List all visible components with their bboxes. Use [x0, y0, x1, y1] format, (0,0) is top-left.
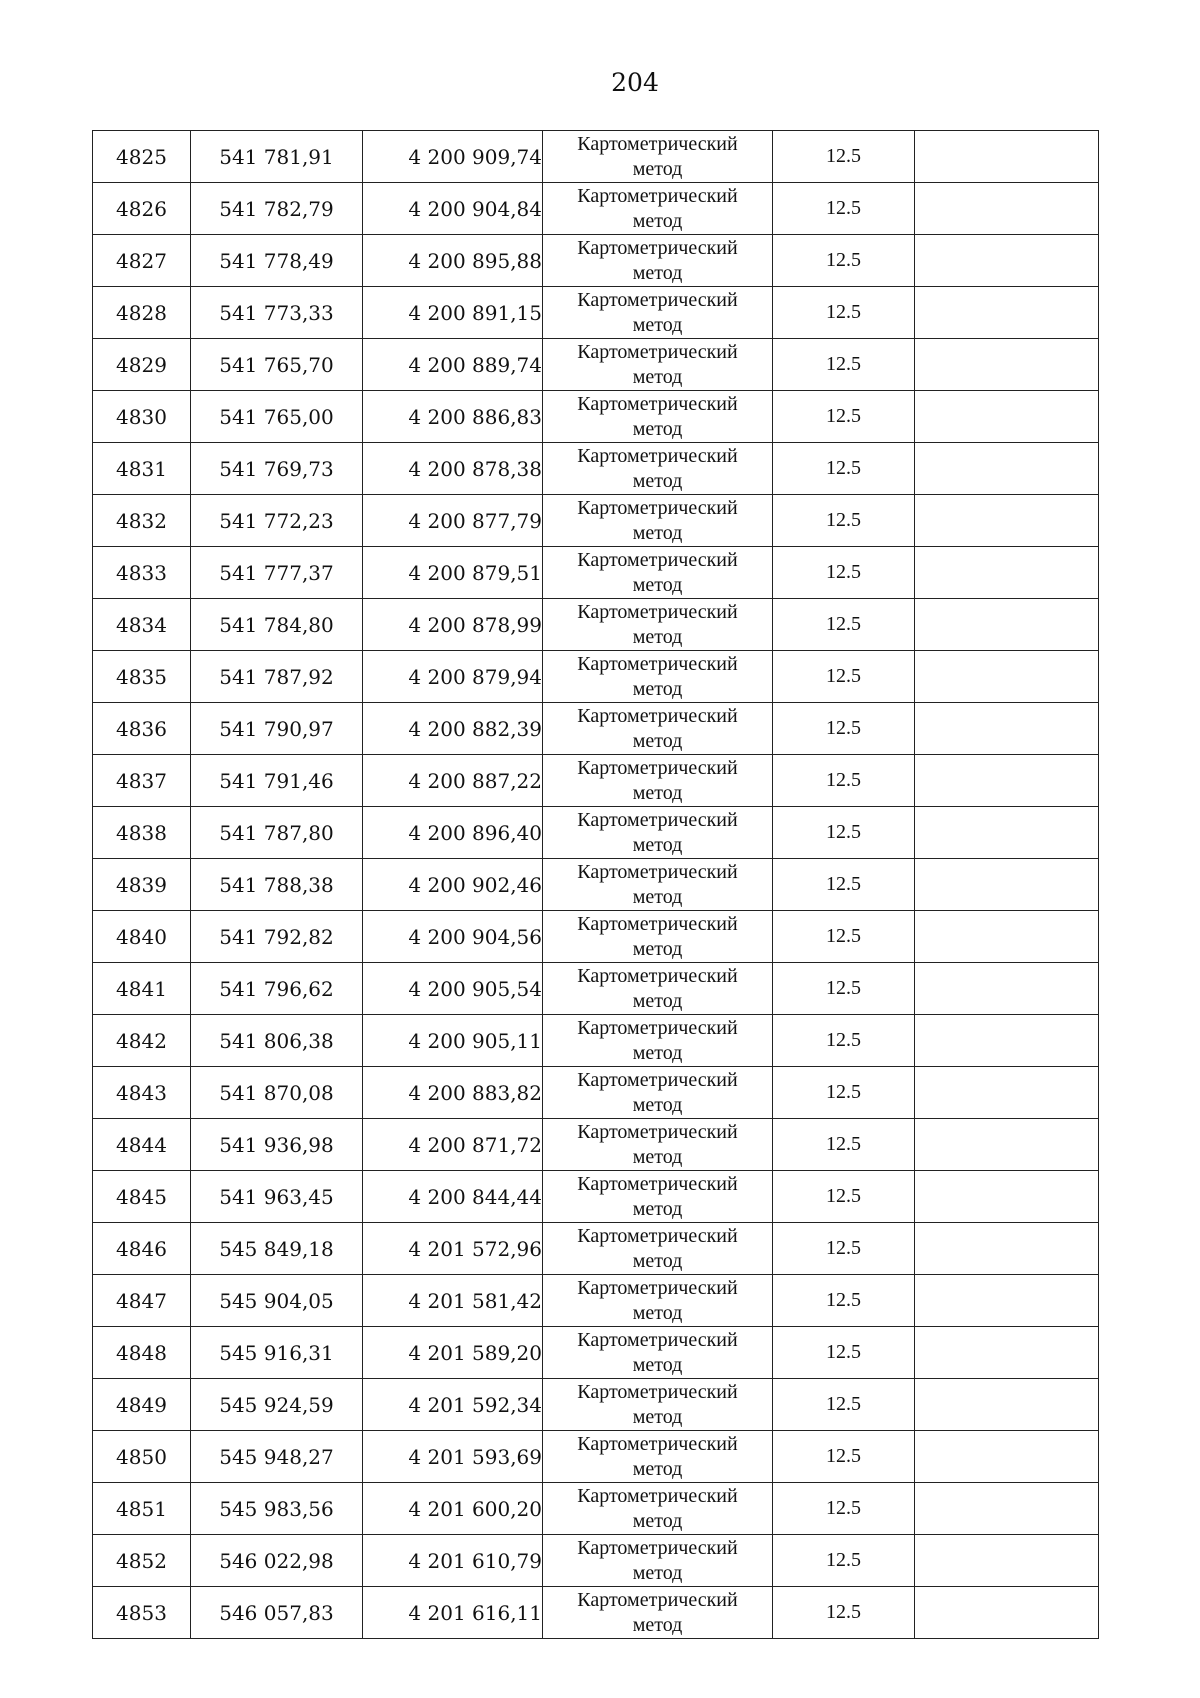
y-coordinate-cell: 4 201 572,96: [363, 1223, 543, 1275]
method-label-line2: метод: [632, 1197, 683, 1220]
note-cell: [915, 1015, 1099, 1067]
y-coordinate-cell: 4 200 879,94: [363, 651, 543, 703]
note-cell: [915, 599, 1099, 651]
x-coordinate-cell: 541 787,92: [191, 651, 363, 703]
method-cell: [543, 547, 773, 599]
method-label-line1: Картометрический: [577, 1432, 738, 1455]
accuracy-cell: 12.5: [773, 859, 915, 911]
method-cell: [543, 1275, 773, 1327]
x-coordinate-cell: 541 790,97: [191, 703, 363, 755]
y-coordinate-cell: 4 200 905,11: [363, 1015, 543, 1067]
method-label-line1: Картометрический: [577, 444, 738, 467]
method-label-line1: Картометрический: [577, 1588, 738, 1611]
point-number-cell: 4853: [93, 1587, 191, 1639]
y-coordinate-cell: 4 200 887,22: [363, 755, 543, 807]
point-number-cell: 4826: [93, 183, 191, 235]
method-cell: [543, 287, 773, 339]
point-number-cell: 4841: [93, 963, 191, 1015]
table-row: [93, 1431, 1099, 1483]
note-cell: [915, 1171, 1099, 1223]
accuracy-cell: 12.5: [773, 1535, 915, 1587]
method-cell: [543, 1483, 773, 1535]
point-number-cell: 4847: [93, 1275, 191, 1327]
x-coordinate-cell: 546 057,83: [191, 1587, 363, 1639]
method-label-line1: Картометрический: [577, 288, 738, 311]
y-coordinate-cell: 4 200 889,74: [363, 339, 543, 391]
note-cell: [915, 1223, 1099, 1275]
table-row: [93, 495, 1099, 547]
table-row: [93, 547, 1099, 599]
point-number-cell: 4840: [93, 911, 191, 963]
table-row: [93, 1015, 1099, 1067]
method-label-line2: метод: [632, 1041, 683, 1064]
point-number-cell: 4831: [93, 443, 191, 495]
method-label-line2: метод: [632, 937, 683, 960]
point-number-cell: 4850: [93, 1431, 191, 1483]
method-label-line1: Картометрический: [577, 860, 738, 883]
method-label-line2: метод: [632, 625, 683, 648]
table-row: [93, 339, 1099, 391]
accuracy-cell: 12.5: [773, 963, 915, 1015]
x-coordinate-cell: 541 806,38: [191, 1015, 363, 1067]
point-number-cell: 4845: [93, 1171, 191, 1223]
accuracy-cell: 12.5: [773, 807, 915, 859]
note-cell: [915, 703, 1099, 755]
x-coordinate-cell: 546 022,98: [191, 1535, 363, 1587]
note-cell: [915, 287, 1099, 339]
method-cell: [543, 807, 773, 859]
accuracy-cell: 12.5: [773, 1379, 915, 1431]
y-coordinate-cell: 4 200 882,39: [363, 703, 543, 755]
y-coordinate-cell: 4 200 909,74: [363, 131, 543, 183]
y-coordinate-cell: 4 200 878,38: [363, 443, 543, 495]
method-label-line1: Картометрический: [577, 600, 738, 623]
point-number-cell: 4852: [93, 1535, 191, 1587]
point-number-cell: 4825: [93, 131, 191, 183]
method-label-line2: метод: [632, 1405, 683, 1428]
accuracy-cell: 12.5: [773, 1327, 915, 1379]
method-label-line2: метод: [632, 1353, 683, 1376]
method-label-line1: Картометрический: [577, 808, 738, 831]
point-number-cell: 4835: [93, 651, 191, 703]
table-row: [93, 1171, 1099, 1223]
method-label-line1: Картометрический: [577, 1172, 738, 1195]
table-row: [93, 235, 1099, 287]
point-number-cell: 4849: [93, 1379, 191, 1431]
y-coordinate-cell: 4 200 871,72: [363, 1119, 543, 1171]
method-label-line1: Картометрический: [577, 1068, 738, 1091]
method-label-line1: Картометрический: [577, 912, 738, 935]
table-row: [93, 963, 1099, 1015]
y-coordinate-cell: 4 201 592,34: [363, 1379, 543, 1431]
table-row: [93, 1483, 1099, 1535]
note-cell: [915, 495, 1099, 547]
point-number-cell: 4832: [93, 495, 191, 547]
method-label-line2: метод: [632, 365, 683, 388]
accuracy-cell: 12.5: [773, 1275, 915, 1327]
table-row: [93, 1067, 1099, 1119]
table-row: [93, 131, 1099, 183]
x-coordinate-cell: 541 784,80: [191, 599, 363, 651]
y-coordinate-cell: 4 200 879,51: [363, 547, 543, 599]
x-coordinate-cell: 541 777,37: [191, 547, 363, 599]
page-number: 204: [611, 68, 659, 97]
method-cell: [543, 183, 773, 235]
method-label-line2: метод: [632, 1457, 683, 1480]
coordinates-table: [92, 130, 1099, 1639]
table-row: [93, 1327, 1099, 1379]
method-label-line1: Картометрический: [577, 1380, 738, 1403]
note-cell: [915, 1119, 1099, 1171]
accuracy-cell: 12.5: [773, 1171, 915, 1223]
table-row: [93, 703, 1099, 755]
y-coordinate-cell: 4 200 896,40: [363, 807, 543, 859]
x-coordinate-cell: 541 769,73: [191, 443, 363, 495]
method-label-line1: Картометрический: [577, 392, 738, 415]
note-cell: [915, 807, 1099, 859]
note-cell: [915, 1275, 1099, 1327]
point-number-cell: 4828: [93, 287, 191, 339]
note-cell: [915, 443, 1099, 495]
note-cell: [915, 1587, 1099, 1639]
method-label-line2: метод: [632, 677, 683, 700]
point-number-cell: 4846: [93, 1223, 191, 1275]
accuracy-cell: 12.5: [773, 391, 915, 443]
method-label-line1: Картометрический: [577, 756, 738, 779]
y-coordinate-cell: 4 200 895,88: [363, 235, 543, 287]
x-coordinate-cell: 545 849,18: [191, 1223, 363, 1275]
note-cell: [915, 963, 1099, 1015]
method-cell: [543, 1379, 773, 1431]
method-cell: [543, 339, 773, 391]
method-cell: [543, 599, 773, 651]
x-coordinate-cell: 541 870,08: [191, 1067, 363, 1119]
method-cell: [543, 131, 773, 183]
note-cell: [915, 339, 1099, 391]
point-number-cell: 4839: [93, 859, 191, 911]
method-label-line2: метод: [632, 989, 683, 1012]
table-row: [93, 183, 1099, 235]
note-cell: [915, 183, 1099, 235]
method-cell: [543, 859, 773, 911]
point-number-cell: 4838: [93, 807, 191, 859]
method-label-line1: Картометрический: [577, 964, 738, 987]
method-cell: [543, 1015, 773, 1067]
table-row: [93, 859, 1099, 911]
accuracy-cell: 12.5: [773, 235, 915, 287]
note-cell: [915, 651, 1099, 703]
method-cell: [543, 1327, 773, 1379]
accuracy-cell: 12.5: [773, 495, 915, 547]
table-row: [93, 1275, 1099, 1327]
method-cell: [543, 443, 773, 495]
method-label-line1: Картометрический: [577, 1328, 738, 1351]
method-cell: [543, 1535, 773, 1587]
method-label-line1: Картометрический: [577, 652, 738, 675]
method-label-line1: Картометрический: [577, 184, 738, 207]
point-number-cell: 4851: [93, 1483, 191, 1535]
table-body: [93, 131, 1099, 1639]
point-number-cell: 4848: [93, 1327, 191, 1379]
method-cell: [543, 703, 773, 755]
x-coordinate-cell: 545 904,05: [191, 1275, 363, 1327]
accuracy-cell: 12.5: [773, 443, 915, 495]
method-label-line2: метод: [632, 1561, 683, 1584]
x-coordinate-cell: 541 963,45: [191, 1171, 363, 1223]
method-cell: [543, 235, 773, 287]
note-cell: [915, 911, 1099, 963]
method-cell: [543, 651, 773, 703]
method-label-line2: метод: [632, 521, 683, 544]
point-number-cell: 4830: [93, 391, 191, 443]
note-cell: [915, 1379, 1099, 1431]
accuracy-cell: 12.5: [773, 183, 915, 235]
method-label-line1: Картометрический: [577, 548, 738, 571]
x-coordinate-cell: 545 916,31: [191, 1327, 363, 1379]
table-row: [93, 807, 1099, 859]
method-cell: [543, 1587, 773, 1639]
method-cell: [543, 495, 773, 547]
note-cell: [915, 1431, 1099, 1483]
method-cell: [543, 963, 773, 1015]
x-coordinate-cell: 545 983,56: [191, 1483, 363, 1535]
method-label-line1: Картометрический: [577, 132, 738, 155]
method-label-line1: Картометрический: [577, 704, 738, 727]
x-coordinate-cell: 541 778,49: [191, 235, 363, 287]
y-coordinate-cell: 4 201 616,11: [363, 1587, 543, 1639]
note-cell: [915, 391, 1099, 443]
method-cell: [543, 391, 773, 443]
y-coordinate-cell: 4 200 904,84: [363, 183, 543, 235]
method-label-line1: Картометрический: [577, 1120, 738, 1143]
x-coordinate-cell: 541 765,00: [191, 391, 363, 443]
point-number-cell: 4843: [93, 1067, 191, 1119]
accuracy-cell: 12.5: [773, 339, 915, 391]
x-coordinate-cell: 541 781,91: [191, 131, 363, 183]
accuracy-cell: 12.5: [773, 1223, 915, 1275]
y-coordinate-cell: 4 200 883,82: [363, 1067, 543, 1119]
y-coordinate-cell: 4 200 904,56: [363, 911, 543, 963]
table-row: [93, 911, 1099, 963]
x-coordinate-cell: 541 791,46: [191, 755, 363, 807]
method-label-line2: метод: [632, 209, 683, 232]
point-number-cell: 4833: [93, 547, 191, 599]
y-coordinate-cell: 4 200 877,79: [363, 495, 543, 547]
x-coordinate-cell: 541 765,70: [191, 339, 363, 391]
table-row: [93, 287, 1099, 339]
note-cell: [915, 755, 1099, 807]
method-cell: [543, 1171, 773, 1223]
note-cell: [915, 547, 1099, 599]
method-label-line2: метод: [632, 1145, 683, 1168]
x-coordinate-cell: 541 782,79: [191, 183, 363, 235]
x-coordinate-cell: 541 796,62: [191, 963, 363, 1015]
x-coordinate-cell: 541 936,98: [191, 1119, 363, 1171]
table-row: [93, 391, 1099, 443]
method-label-line1: Картометрический: [577, 1484, 738, 1507]
x-coordinate-cell: 541 788,38: [191, 859, 363, 911]
method-label-line2: метод: [632, 781, 683, 804]
method-label-line2: метод: [632, 1093, 683, 1116]
note-cell: [915, 859, 1099, 911]
note-cell: [915, 235, 1099, 287]
accuracy-cell: 12.5: [773, 1483, 915, 1535]
accuracy-cell: 12.5: [773, 131, 915, 183]
method-label-line2: метод: [632, 729, 683, 752]
method-cell: [543, 1223, 773, 1275]
method-label-line2: метод: [632, 261, 683, 284]
note-cell: [915, 131, 1099, 183]
y-coordinate-cell: 4 201 610,79: [363, 1535, 543, 1587]
y-coordinate-cell: 4 200 886,83: [363, 391, 543, 443]
y-coordinate-cell: 4 201 589,20: [363, 1327, 543, 1379]
method-label-line2: метод: [632, 469, 683, 492]
method-label-line2: метод: [632, 157, 683, 180]
method-label-line1: Картометрический: [577, 1536, 738, 1559]
table-row: [93, 1379, 1099, 1431]
method-label-line1: Картометрический: [577, 1016, 738, 1039]
method-cell: [543, 911, 773, 963]
method-cell: [543, 1119, 773, 1171]
accuracy-cell: 12.5: [773, 1431, 915, 1483]
y-coordinate-cell: 4 200 891,15: [363, 287, 543, 339]
point-number-cell: 4842: [93, 1015, 191, 1067]
accuracy-cell: 12.5: [773, 911, 915, 963]
table-row: [93, 1535, 1099, 1587]
method-label-line2: метод: [632, 573, 683, 596]
x-coordinate-cell: 541 787,80: [191, 807, 363, 859]
method-label-line1: Картометрический: [577, 236, 738, 259]
accuracy-cell: 12.5: [773, 1587, 915, 1639]
point-number-cell: 4844: [93, 1119, 191, 1171]
method-label-line1: Картометрический: [577, 1276, 738, 1299]
y-coordinate-cell: 4 200 902,46: [363, 859, 543, 911]
point-number-cell: 4829: [93, 339, 191, 391]
method-label-line2: метод: [632, 833, 683, 856]
x-coordinate-cell: 545 924,59: [191, 1379, 363, 1431]
table-row: [93, 755, 1099, 807]
note-cell: [915, 1483, 1099, 1535]
method-label-line1: Картометрический: [577, 340, 738, 363]
y-coordinate-cell: 4 200 844,44: [363, 1171, 543, 1223]
point-number-cell: 4837: [93, 755, 191, 807]
method-label-line2: метод: [632, 885, 683, 908]
table-row: [93, 651, 1099, 703]
accuracy-cell: 12.5: [773, 547, 915, 599]
y-coordinate-cell: 4 201 593,69: [363, 1431, 543, 1483]
method-label-line2: метод: [632, 1301, 683, 1324]
accuracy-cell: 12.5: [773, 755, 915, 807]
note-cell: [915, 1535, 1099, 1587]
x-coordinate-cell: 541 772,23: [191, 495, 363, 547]
x-coordinate-cell: 541 792,82: [191, 911, 363, 963]
method-label-line2: метод: [632, 313, 683, 336]
note-cell: [915, 1327, 1099, 1379]
x-coordinate-cell: 545 948,27: [191, 1431, 363, 1483]
y-coordinate-cell: 4 200 905,54: [363, 963, 543, 1015]
y-coordinate-cell: 4 201 581,42: [363, 1275, 543, 1327]
accuracy-cell: 12.5: [773, 287, 915, 339]
point-number-cell: 4836: [93, 703, 191, 755]
table-row: [93, 599, 1099, 651]
y-coordinate-cell: 4 200 878,99: [363, 599, 543, 651]
table-row: [93, 1223, 1099, 1275]
accuracy-cell: 12.5: [773, 599, 915, 651]
table-row: [93, 1119, 1099, 1171]
note-cell: [915, 1067, 1099, 1119]
method-label-line2: метод: [632, 1509, 683, 1532]
method-cell: [543, 1431, 773, 1483]
method-label-line2: метод: [632, 417, 683, 440]
accuracy-cell: 12.5: [773, 703, 915, 755]
point-number-cell: 4827: [93, 235, 191, 287]
accuracy-cell: 12.5: [773, 1015, 915, 1067]
method-label-line1: Картометрический: [577, 496, 738, 519]
y-coordinate-cell: 4 201 600,20: [363, 1483, 543, 1535]
accuracy-cell: 12.5: [773, 1067, 915, 1119]
method-cell: [543, 755, 773, 807]
accuracy-cell: 12.5: [773, 651, 915, 703]
method-cell: [543, 1067, 773, 1119]
x-coordinate-cell: 541 773,33: [191, 287, 363, 339]
method-label-line1: Картометрический: [577, 1224, 738, 1247]
method-label-line2: метод: [632, 1249, 683, 1272]
table-row: [93, 1587, 1099, 1639]
accuracy-cell: 12.5: [773, 1119, 915, 1171]
table-row: [93, 443, 1099, 495]
point-number-cell: 4834: [93, 599, 191, 651]
method-label-line2: метод: [632, 1613, 683, 1636]
